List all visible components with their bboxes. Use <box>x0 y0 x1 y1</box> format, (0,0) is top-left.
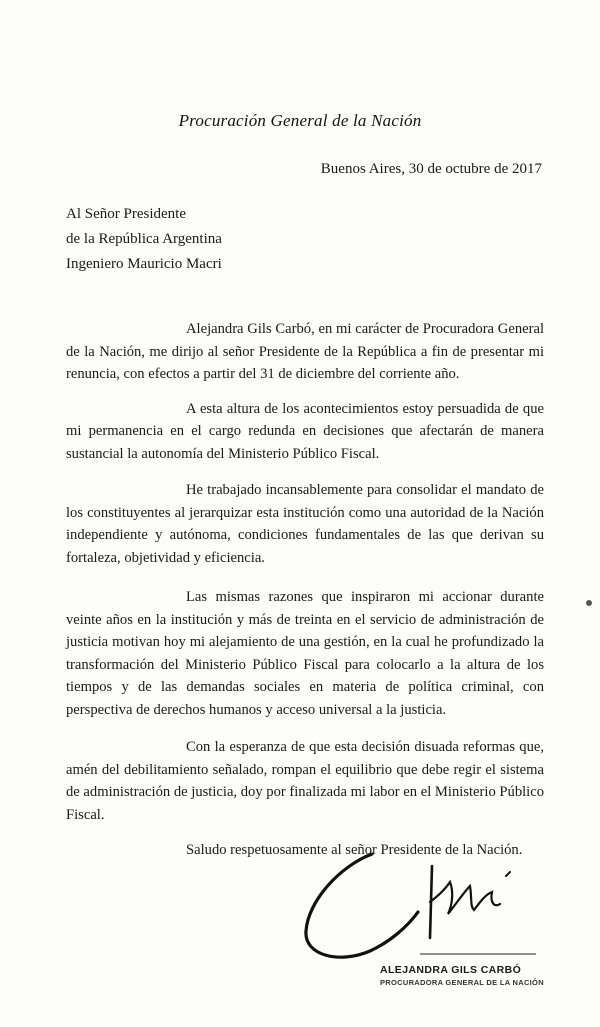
handwritten-signature <box>300 846 540 971</box>
letter-body <box>66 318 544 874</box>
body-paragraph: Alejandra Gils Carbó, en mi carácter de Procuradora General de la Nación, me dirijo al señor Presidente de la República a fin de presentar mi renuncia, con efectos a partir del 31 de diciembre del corriente año. <box>66 321 544 382</box>
addressee-line: de la República Argentina <box>66 231 222 247</box>
body-paragraph: Con la esperanza de que esta decisión disuada reformas que, amén del debilitamiento señalado, rompan el equilibrio que debe regir el sistema de administración de justicia, doy por finalizada mi labor en el Ministerio Público Fiscal. <box>66 739 544 823</box>
addressee-line: Ingeniero Mauricio Macri <box>66 256 222 272</box>
signer-title: PROCURADORA GENERAL DE LA NACIÓN <box>380 978 544 987</box>
addressee-block <box>66 202 222 277</box>
addressee-line: Al Señor Presidente <box>66 206 186 222</box>
letterhead: Procuración General de la Nación <box>178 111 422 130</box>
body-paragraph: He trabajado incansablemente para consolidar el mandato de los constituyentes al jerarquizar esta institución como una autoridad de la Nación independiente y autónoma, condiciones fundamentales de las que derivan su fortaleza, objetividad y eficiencia. <box>66 482 544 566</box>
body-paragraph: A esta altura de los acontecimientos estoy persuadida de que mi permanencia en el cargo redunda en decisiones que afectarán de manera sustancial la autonomía del Ministerio Público Fiscal. <box>66 400 544 462</box>
closing-line: Saludo respetuosamente al señor Presidente de la Nación. <box>186 842 523 858</box>
body-paragraph: Las mismas razones que inspiraron mi accionar durante veinte años en la institución y más de treinta en el servicio de administración de justicia motivan hoy mi alejamiento de una gestión, en la cual he profundizado la transformación del Ministerio Público Fiscal para colocarlo a la altura de los tiempos y de las demandas sociales en materia de política criminal, con perspectiva de derechos humanos y acceso universal a la justicia. <box>66 589 544 718</box>
signer-name: ALEJANDRA GILS CARBÓ <box>380 964 522 976</box>
letter-date: Buenos Aires, 30 de octubre de 2017 <box>320 161 542 177</box>
margin-dot <box>586 600 592 606</box>
